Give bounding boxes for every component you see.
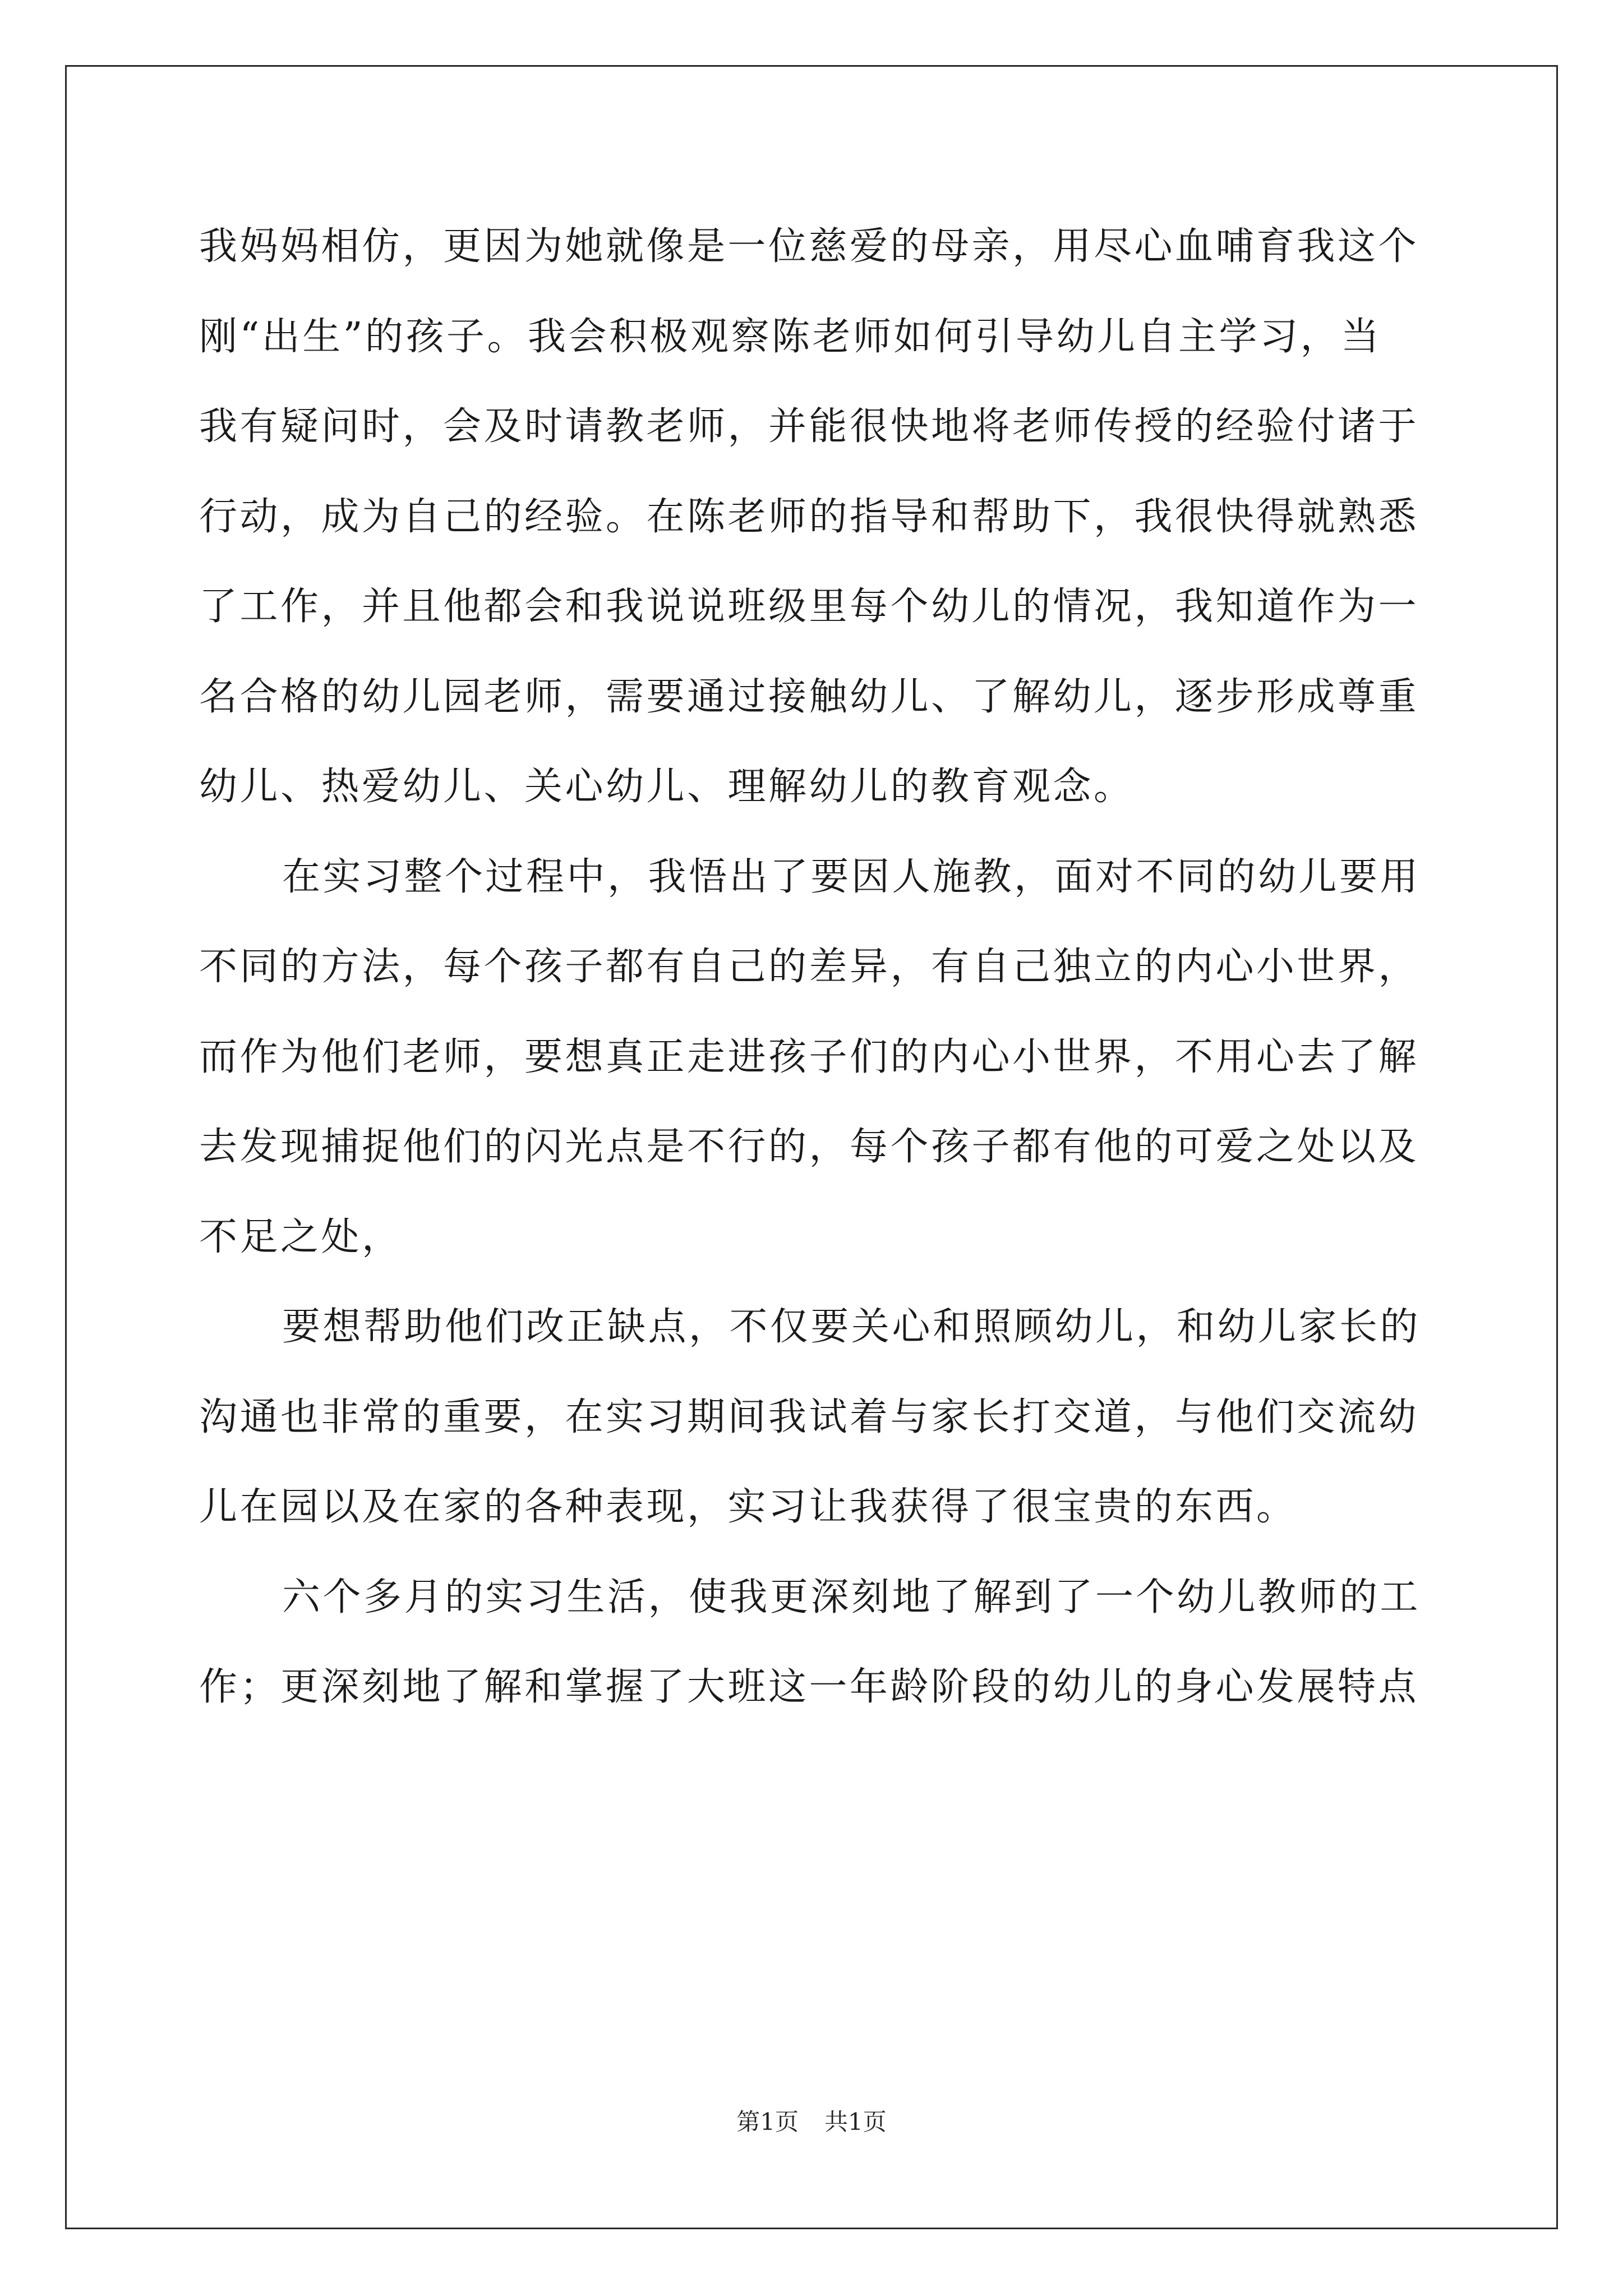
text-line: 六个多月的实习生活，使我更深刻地了解到了一个幼儿教师的工	[282, 1575, 1421, 1619]
text-line: 我妈妈相仿，更因为她就像是一位慈爱的母亲，用尽心血哺育我这个	[199, 224, 1419, 269]
text-line: 行动，成为自己的经验。在陈老师的指导和帮助下，我很快得就熟悉	[199, 494, 1419, 539]
text-line: 沟通也非常的重要，在实习期间我试着与家长打交道，与他们交流幼	[199, 1395, 1419, 1439]
text-line: 我有疑问时，会及时请教老师，并能很快地将老师传授的经验付诸于	[199, 404, 1419, 449]
text-line: 而作为他们老师，要想真正走进孩子们的内心小世界，不用心去了解	[199, 1034, 1419, 1079]
text-line: 作；更深刻地了解和掌握了大班这一年龄阶段的幼儿的身心发展特点	[199, 1665, 1419, 1709]
page-number: 第1页	[736, 2108, 799, 2136]
page-footer	[0, 2104, 1623, 2137]
document-body	[199, 219, 1433, 1750]
text-line: 刚“出生”的孩子。我会积极观察陈老师如何引导幼儿自主学习，当	[199, 314, 1382, 359]
text-line: 不同的方法，每个孩子都有自己的差异，有自己独立的内心小世界，	[199, 945, 1419, 989]
text-line: 名合格的幼儿园老师，需要通过接触幼儿、了解幼儿，逐步形成尊重	[199, 674, 1419, 719]
page-total: 共1页	[824, 2108, 887, 2136]
text-line: 要想帮助他们改正缺点，不仅要关心和照顾幼儿，和幼儿家长的	[282, 1305, 1421, 1349]
text-line: 了工作，并且他都会和我说说班级里每个幼儿的情况，我知道作为一	[199, 585, 1419, 629]
text-line: 在实习整个过程中，我悟出了要因人施教，面对不同的幼儿要用	[282, 854, 1421, 899]
text-line: 幼儿、热爱幼儿、关心幼儿、理解幼儿的教育观念。	[199, 765, 1135, 809]
text-line: 儿在园以及在家的各种表现，实习让我获得了很宝贵的东西。	[199, 1485, 1297, 1529]
text-line: 不足之处，	[199, 1214, 403, 1259]
text-line: 去发现捕捉他们的闪光点是不行的，每个孩子都有他的可爱之处以及	[199, 1125, 1419, 1169]
